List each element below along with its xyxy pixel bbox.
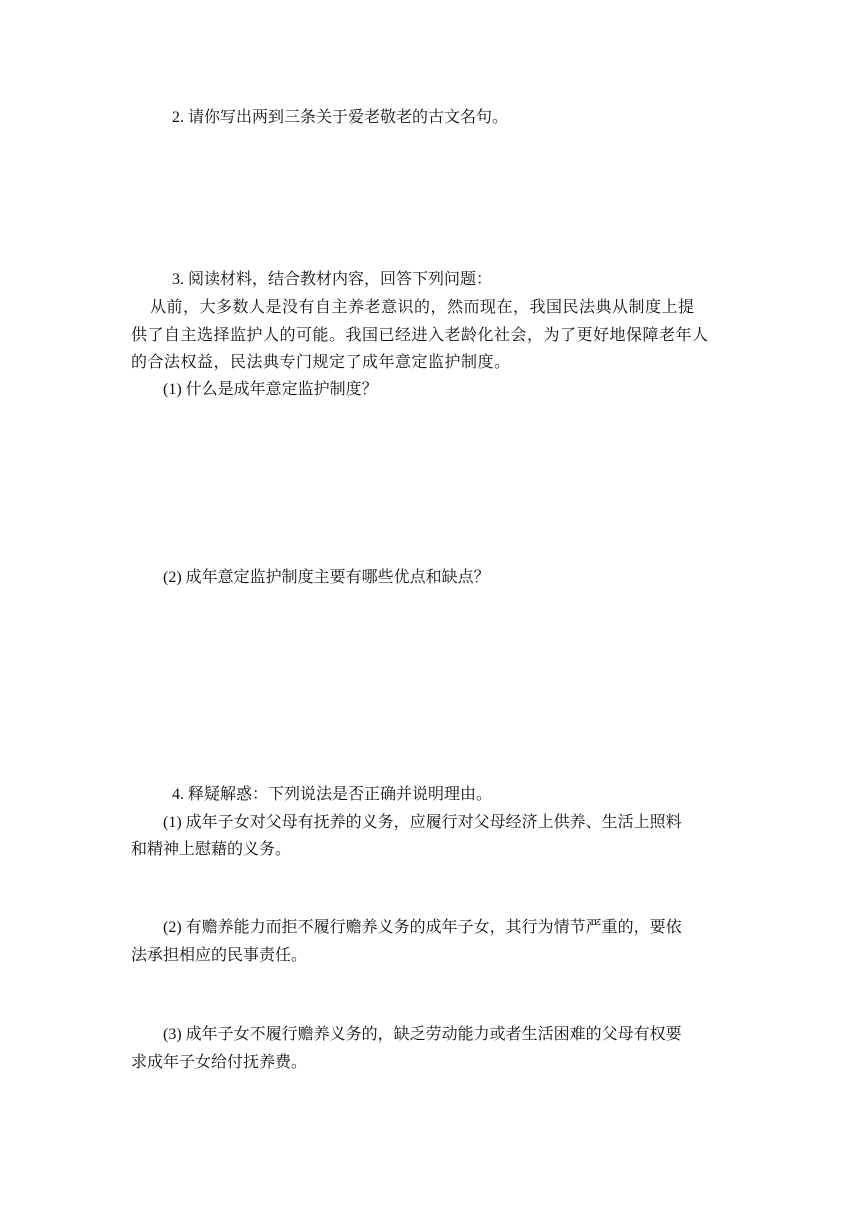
question-2-text: 2. 请你写出两到三条关于爱老敬老的古文名句。	[172, 109, 509, 126]
question-4-item-3-line-2: 求成年子女给付抚养费。	[131, 1054, 308, 1071]
question-4-item-2-line-1: (2) 有赡养能力而拒不履行赡养义务的成年子女，其行为情节严重的，要依	[163, 919, 682, 936]
material-line-2: 供了自主选择监护人的可能。我国已经进入老龄化社会，为了更好地保障老年人	[131, 325, 709, 344]
question-4-item-2-line-2: 法承担相应的民事责任。	[131, 947, 308, 964]
question-4-text: 4. 释疑解惑：下列说法是否正确并说明理由。	[172, 786, 493, 803]
question-4-item-1-line-2: 和精神上慰藉的义务。	[131, 841, 292, 858]
material-line-3: 的合法权益，民法典专门规定了成年意定监护制度。	[131, 352, 511, 371]
question-4-item-1-line-1: (1) 成年子女对父母有抚养的义务，应履行对父母经济上供养、生活上照料	[163, 814, 682, 831]
question-4-item-3-line-1: (3) 成年子女不履行赡养义务的，缺乏劳动能力或者生活困难的父母有权要	[163, 1026, 682, 1043]
question-3-text: 3. 阅读材料，结合教材内容，回答下列问题：	[172, 271, 493, 288]
material-line-1: 从前，大多数人是没有自主养老意识的，然而现在，我国民法典从制度上提	[150, 297, 695, 316]
question-3-sub-1: (1) 什么是成年意定监护制度？	[163, 381, 378, 398]
question-3-sub-2: (2) 成年意定监护制度主要有哪些优点和缺点？	[163, 569, 490, 586]
